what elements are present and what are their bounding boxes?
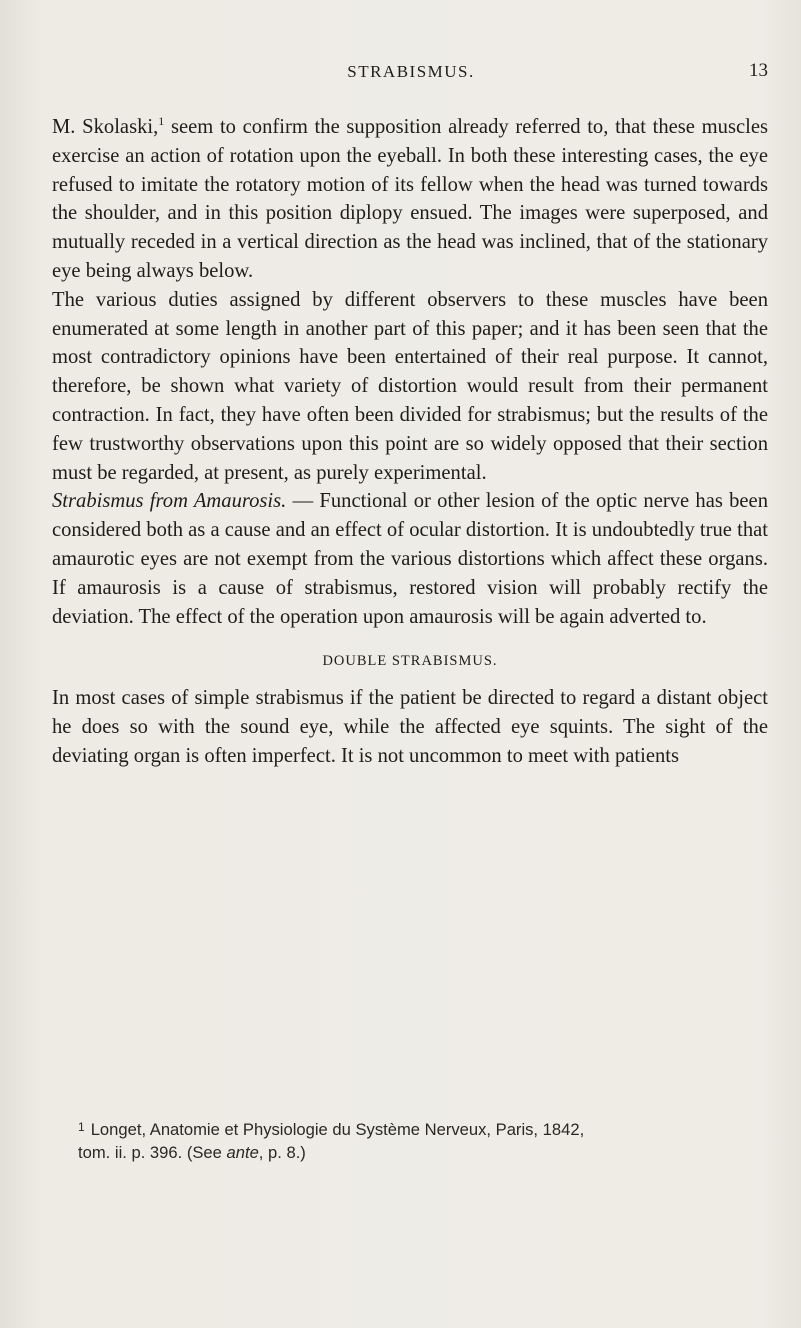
section-title: DOUBLE STRABISMUS. [322,653,498,670]
page-header [52,62,770,92]
footnote-reference: 1 [158,114,165,129]
footnote-line-2 [78,1141,758,1164]
paragraph-3-text: — Functional or other lesion of the optic nerve has been considered both as a cause and an effect of ocular distortion. It is undoubtedly true that amaurotic eyes are not exempt from the various distortions which affect these organs. If amaurosis is a cause of strabismus, restored vision will probably rectify the deviation. The effect of the operation upon amaurosis will be again adverted to. [52,490,768,628]
paragraph-1 [52,113,768,286]
section-paragraph: In most cases of simple strabismus if the patient be directed to regard a distant object he does so with the sound eye, while the affected eye squints. The sight of the deviating organ is often imperfect. It is not uncommon to meet with patients [52,687,768,767]
body-text [52,113,768,771]
footnote-line-1 [78,1116,758,1141]
paragraph-1-rest: seem to confirm the supposition already referred to, that these muscles exercise an action of rotation upon the eyeball. In both these interesting cases, the eye refused to imitate the rotatory motion of its fellow when the head was turned towards the shoulder, and in this position diplopy ensued. The images were superposed, and mutually receded in a vertical direction as the head was inclined, that of the stationary eye being always below. [52,116,768,282]
paragraph-2: The various duties assigned by different observers to these muscles have been enumerated at some length in another part of this paper; and it has been seen that the most contradictory opinions have been entertained of their real purpose. It cannot, therefore, be shown what variety of distortion would result from their permanent contraction. In fact, they have often been divided for strabismus; but the results of the few trustworthy observations upon this point are so widely opposed that their section must be regarded, at present, as purely experimental. [52,288,768,484]
footnote-mark: 1 [78,1120,85,1134]
footnote-line-2-end: , p. 8.) [258,1143,306,1162]
footnote-citation: Longet, Anatomie et Physiologie du Système Nerveux, Paris, 1842, [90,1120,585,1139]
running-head: STRABISMUS. [347,62,475,81]
footnotes [78,1116,758,1164]
paragraph-1-start: M. Skolaski, [52,116,159,138]
paragraph-3 [52,487,768,631]
paragraph-3-heading: Strabismus from Amaurosis. [52,490,287,513]
footnote-ante: ante [226,1143,259,1162]
page-number: 13 [749,60,768,81]
footnote-line-2-start: tom. ii. p. 396. (See [78,1143,227,1162]
